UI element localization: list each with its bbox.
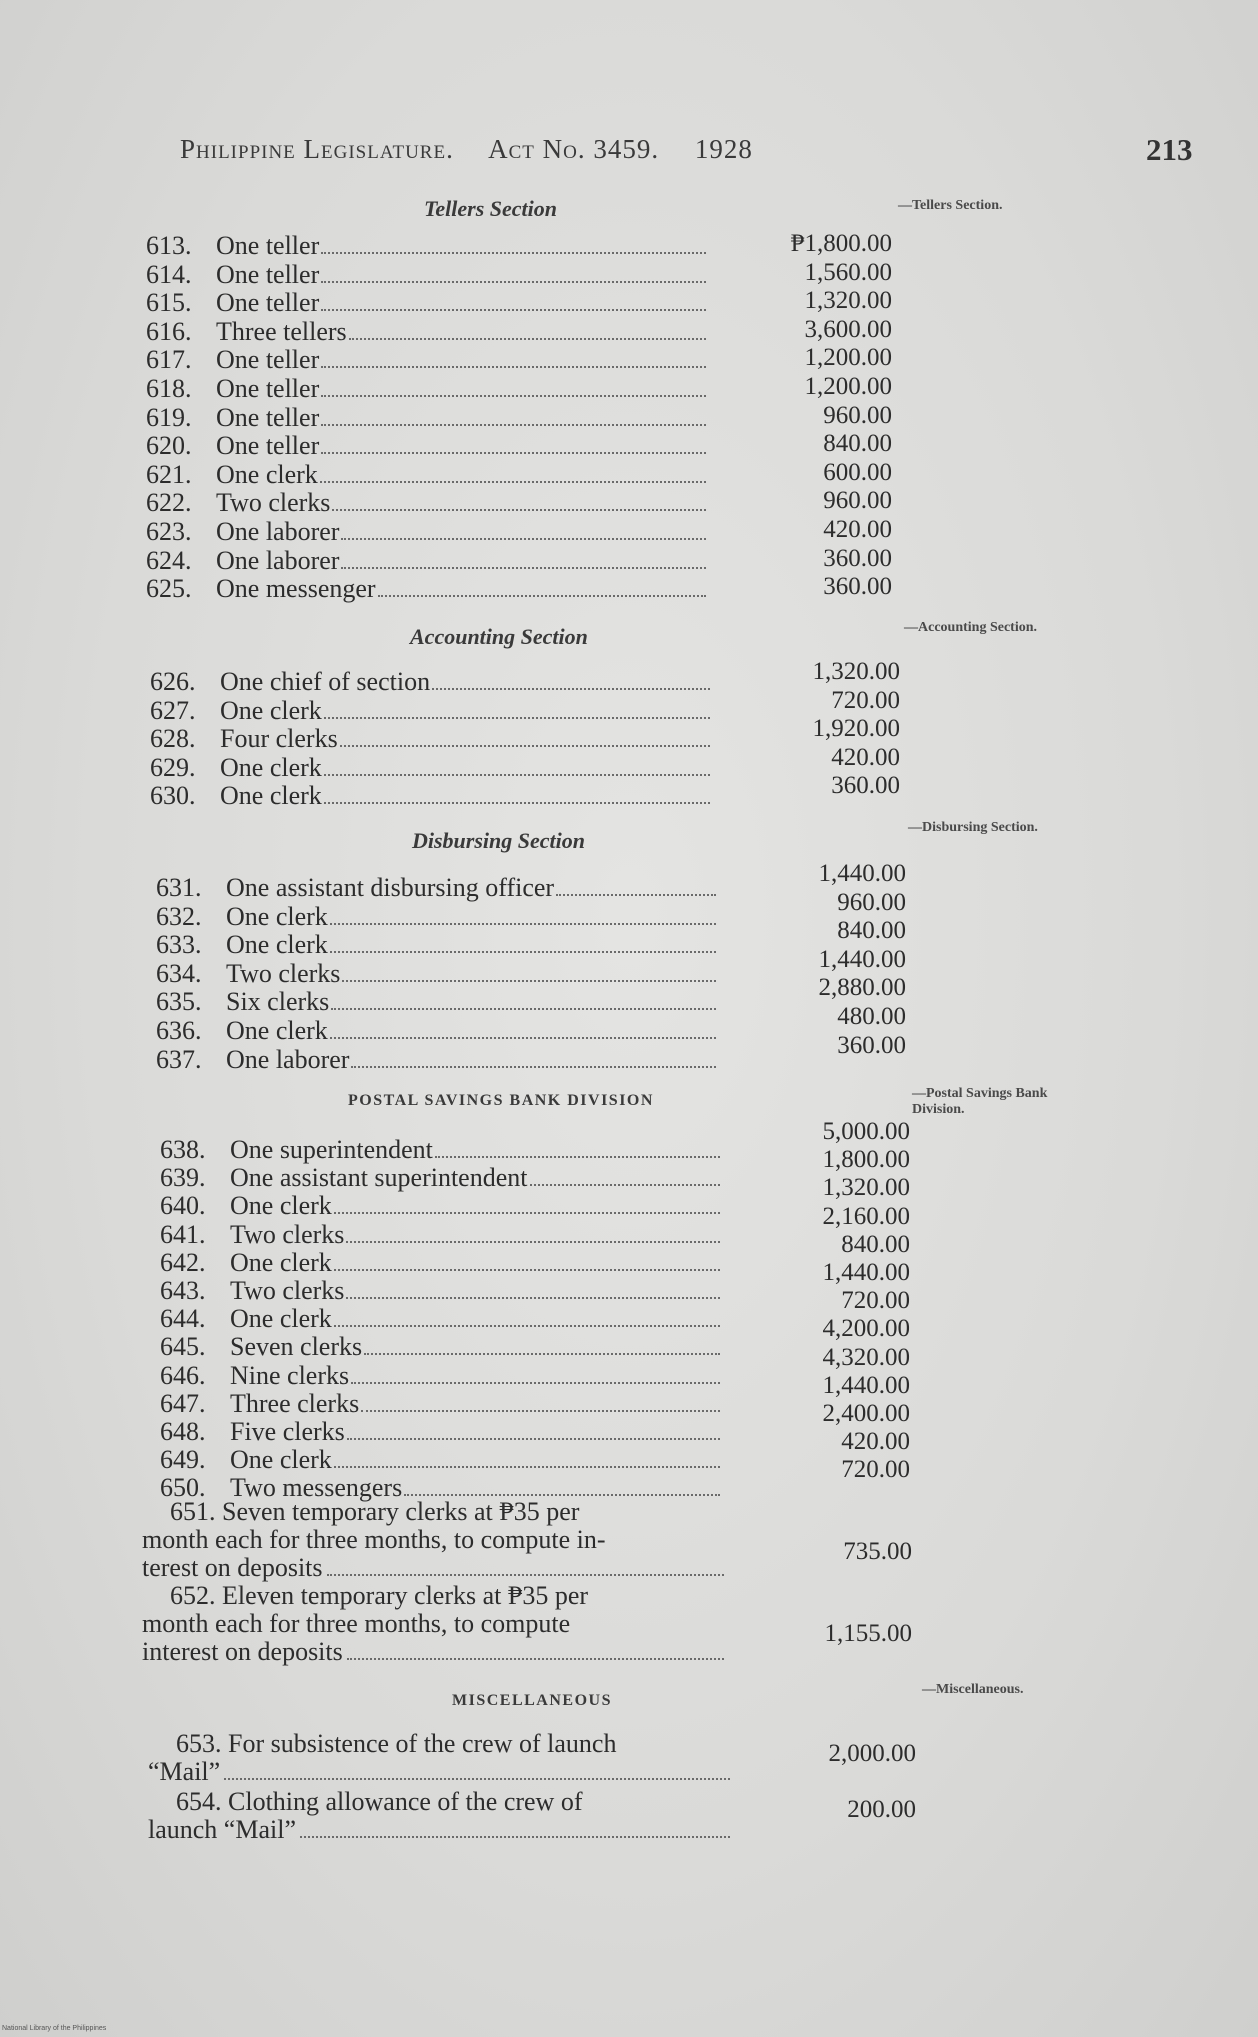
item-amount: 360.00 bbox=[823, 544, 892, 572]
item-number: 644. bbox=[160, 1304, 206, 1334]
page-number: 213 bbox=[1146, 132, 1193, 167]
item-amount: 1,320.00 bbox=[804, 287, 892, 315]
act-number: Act No. 3459. bbox=[488, 134, 660, 164]
item-description: One laborer bbox=[216, 545, 340, 575]
item-amount: 2,880.00 bbox=[818, 974, 906, 1002]
leader-dots bbox=[331, 1007, 716, 1010]
line-item bbox=[160, 1277, 722, 1305]
item-number: 631. bbox=[156, 873, 202, 902]
item-654 bbox=[148, 1788, 730, 1844]
line-item bbox=[146, 489, 708, 517]
line-item bbox=[160, 1446, 722, 1474]
line-item bbox=[160, 1221, 722, 1249]
leader-dots bbox=[321, 251, 706, 254]
leader-dots bbox=[330, 922, 716, 925]
leader-dots bbox=[224, 1777, 730, 1780]
postal-margin-note bbox=[912, 1086, 1047, 1118]
item-number: 645. bbox=[160, 1332, 206, 1362]
leader-dots bbox=[334, 1324, 720, 1327]
line-item bbox=[156, 960, 718, 988]
item-description: One clerk bbox=[220, 695, 322, 725]
item-amount: 600.00 bbox=[823, 458, 892, 486]
legislature-title: Philippine Legislature. bbox=[180, 134, 454, 164]
line-item bbox=[150, 754, 712, 782]
item-amount: 1,320.00 bbox=[822, 1174, 910, 1202]
footer-credit: National Library of the Philippines bbox=[2, 2025, 107, 2032]
item-amount: 4,320.00 bbox=[822, 1343, 910, 1371]
item-description: One assistant disbursing officer bbox=[226, 873, 555, 902]
line-item bbox=[160, 1362, 722, 1390]
leader-dots bbox=[330, 950, 716, 953]
item-amount: 1,200.00 bbox=[804, 344, 892, 372]
item-652-amount: 1,155.00 bbox=[824, 1620, 912, 1647]
item-number: 649. bbox=[160, 1445, 206, 1475]
line-item bbox=[146, 518, 708, 546]
item-652-line2: month each for three months, to compute bbox=[142, 1609, 571, 1638]
leader-dots bbox=[334, 1465, 720, 1468]
line-item bbox=[156, 988, 718, 1016]
item-651-amount: 735.00 bbox=[843, 1538, 912, 1565]
item-number: 633. bbox=[156, 930, 202, 960]
leader-dots bbox=[432, 687, 710, 690]
item-amount: 1,320.00 bbox=[812, 658, 900, 685]
leader-dots bbox=[435, 1155, 720, 1158]
item-653 bbox=[148, 1730, 730, 1786]
leader-dots bbox=[324, 773, 710, 776]
item-amount: 1,800.00 bbox=[822, 1146, 910, 1174]
item-amount: 420.00 bbox=[831, 743, 900, 771]
item-description: One clerk bbox=[226, 1016, 328, 1045]
accounting-margin-note: —Accounting Section. bbox=[904, 620, 1037, 635]
tellers-margin-note: —Tellers Section. bbox=[898, 198, 1003, 213]
item-amount: 1,920.00 bbox=[812, 715, 900, 743]
item-amount: 360.00 bbox=[837, 1031, 906, 1059]
leader-dots bbox=[324, 716, 710, 719]
line-item bbox=[160, 1136, 722, 1164]
item-amount: 4,200.00 bbox=[822, 1315, 910, 1343]
item-number: 616. bbox=[146, 316, 192, 346]
disbursing-section-title: Disbursing Section bbox=[412, 828, 585, 853]
item-description: One teller bbox=[216, 231, 320, 260]
item-653-amount: 2,000.00 bbox=[828, 1740, 916, 1767]
leader-dots bbox=[330, 1036, 716, 1039]
item-amount: 1,200.00 bbox=[804, 373, 892, 400]
item-description: One messenger bbox=[216, 574, 376, 604]
item-amount: 1,440.00 bbox=[818, 945, 906, 973]
item-description: Seven clerks bbox=[230, 1332, 363, 1362]
item-number: 638. bbox=[160, 1135, 206, 1164]
item-651-line3: terest on deposits bbox=[142, 1553, 323, 1582]
line-item bbox=[150, 668, 712, 696]
item-number: 615. bbox=[146, 288, 192, 318]
line-item bbox=[160, 1333, 722, 1361]
item-amount: 3,600.00 bbox=[804, 315, 892, 343]
line-item bbox=[160, 1418, 722, 1446]
accounting-section-title: Accounting Section bbox=[410, 624, 588, 649]
postal-margin-note-line2: Division. bbox=[912, 1102, 965, 1117]
leader-dots bbox=[300, 1835, 730, 1838]
item-amount: 960.00 bbox=[823, 487, 892, 515]
item-number: 628. bbox=[150, 724, 196, 754]
item-number: 632. bbox=[156, 901, 202, 931]
item-number: 618. bbox=[146, 374, 192, 403]
item-number: 627. bbox=[150, 695, 196, 725]
item-number: 620. bbox=[146, 431, 192, 461]
item-description: Three tellers bbox=[216, 316, 347, 346]
leader-dots bbox=[404, 1493, 720, 1496]
item-654-line1: 654. Clothing allowance of the crew of bbox=[176, 1787, 583, 1816]
item-description: One laborer bbox=[216, 517, 340, 546]
line-item bbox=[160, 1164, 722, 1192]
line-item bbox=[156, 903, 718, 931]
item-amount: 5,000.00 bbox=[822, 1118, 910, 1145]
leader-dots bbox=[324, 801, 710, 804]
line-item bbox=[160, 1305, 722, 1333]
item-number: 635. bbox=[156, 987, 202, 1017]
leader-dots bbox=[349, 337, 706, 340]
item-amount: 1,560.00 bbox=[804, 258, 892, 286]
item-amount: 720.00 bbox=[841, 1456, 910, 1484]
leader-dots bbox=[321, 308, 706, 311]
item-amount: ₱1,800.00 bbox=[790, 230, 892, 257]
item-amount: 1,440.00 bbox=[818, 860, 906, 887]
line-item bbox=[146, 318, 708, 346]
item-651-line2: month each for three months, to compute in- bbox=[142, 1525, 606, 1554]
item-number: 624. bbox=[146, 545, 192, 575]
line-item bbox=[156, 874, 718, 902]
item-description: One teller bbox=[216, 345, 320, 375]
line-item bbox=[156, 1046, 718, 1074]
line-item bbox=[160, 1249, 722, 1277]
item-description: One clerk bbox=[230, 1247, 332, 1277]
leader-dots bbox=[378, 594, 706, 597]
postal-margin-note-line1: —Postal Savings Bank bbox=[912, 1086, 1048, 1101]
item-number: 641. bbox=[160, 1219, 206, 1249]
item-amount: 420.00 bbox=[823, 516, 892, 543]
item-number: 646. bbox=[160, 1360, 206, 1390]
item-amount: 360.00 bbox=[831, 772, 900, 800]
item-number: 647. bbox=[160, 1388, 206, 1418]
item-amount: 960.00 bbox=[823, 401, 892, 429]
item-number: 617. bbox=[146, 345, 192, 375]
item-654-line2: launch “Mail” bbox=[148, 1815, 296, 1844]
item-description: One clerk bbox=[220, 752, 322, 782]
item-description: One teller bbox=[216, 402, 320, 432]
leader-dots bbox=[341, 566, 706, 569]
item-amount: 840.00 bbox=[841, 1230, 910, 1258]
leader-dots bbox=[321, 280, 706, 283]
item-number: 622. bbox=[146, 488, 192, 518]
item-description: One teller bbox=[216, 259, 320, 289]
item-number: 640. bbox=[160, 1191, 206, 1221]
line-item bbox=[146, 346, 708, 374]
line-item bbox=[146, 575, 708, 603]
item-number: 643. bbox=[160, 1276, 206, 1305]
leader-dots bbox=[321, 423, 706, 426]
item-number: 648. bbox=[160, 1417, 206, 1446]
leader-dots bbox=[334, 1268, 720, 1271]
line-item bbox=[146, 261, 708, 289]
leader-dots bbox=[361, 1409, 720, 1412]
line-item bbox=[146, 232, 708, 260]
item-number: 634. bbox=[156, 958, 202, 988]
item-description: Two clerks bbox=[216, 488, 331, 518]
item-description: One laborer bbox=[226, 1044, 350, 1074]
item-amount: 720.00 bbox=[831, 686, 900, 714]
leader-dots bbox=[364, 1352, 720, 1355]
item-number: 619. bbox=[146, 402, 192, 432]
item-description: One clerk bbox=[230, 1304, 332, 1334]
act-year: 1928 bbox=[694, 134, 753, 164]
item-amount: 360.00 bbox=[823, 573, 892, 601]
item-number: 636. bbox=[156, 1016, 202, 1045]
line-item bbox=[146, 289, 708, 317]
item-number: 637. bbox=[156, 1044, 202, 1074]
item-description: Two clerks bbox=[230, 1276, 345, 1305]
item-652 bbox=[142, 1582, 724, 1666]
item-description: Two clerks bbox=[230, 1219, 345, 1249]
item-653-line1: 653. For subsistence of the crew of launch bbox=[176, 1729, 617, 1758]
item-654-amount: 200.00 bbox=[847, 1796, 916, 1823]
item-description: Nine clerks bbox=[230, 1360, 350, 1390]
line-item bbox=[146, 432, 708, 460]
leader-dots bbox=[327, 1573, 724, 1576]
leader-dots bbox=[556, 893, 716, 896]
item-description: One chief of section bbox=[220, 667, 431, 696]
leader-dots bbox=[321, 365, 706, 368]
item-description: Two clerks bbox=[226, 958, 341, 988]
item-number: 626. bbox=[150, 667, 196, 696]
item-description: Five clerks bbox=[230, 1417, 345, 1446]
item-description: One assistant superintendent bbox=[230, 1163, 528, 1193]
item-number: 629. bbox=[150, 752, 196, 782]
line-item bbox=[146, 375, 708, 403]
item-number: 613. bbox=[146, 231, 192, 260]
leader-dots bbox=[346, 1296, 720, 1299]
running-head bbox=[180, 134, 781, 165]
line-item bbox=[156, 1017, 718, 1045]
line-item bbox=[146, 547, 708, 575]
item-number: 630. bbox=[150, 781, 196, 811]
item-description: One clerk bbox=[230, 1191, 332, 1221]
item-description: Six clerks bbox=[226, 987, 330, 1017]
item-651 bbox=[142, 1498, 724, 1582]
item-amount: 2,400.00 bbox=[822, 1400, 910, 1427]
item-amount: 1,440.00 bbox=[822, 1259, 910, 1286]
line-item bbox=[160, 1390, 722, 1418]
item-description: Four clerks bbox=[220, 724, 338, 754]
leader-dots bbox=[351, 1381, 720, 1384]
leader-dots bbox=[530, 1183, 721, 1186]
item-number: 614. bbox=[146, 259, 192, 289]
item-description: One clerk bbox=[230, 1445, 332, 1475]
leader-dots bbox=[340, 744, 710, 747]
item-description: Two messengers bbox=[230, 1473, 403, 1503]
tellers-section-title: Tellers Section bbox=[424, 196, 558, 221]
item-description: One clerk bbox=[216, 459, 318, 489]
line-item bbox=[146, 461, 708, 489]
misc-margin-note: —Miscellaneous. bbox=[922, 1682, 1024, 1697]
leader-dots bbox=[320, 480, 706, 483]
line-item bbox=[150, 782, 712, 810]
item-description: One clerk bbox=[226, 930, 328, 960]
item-number: 623. bbox=[146, 517, 192, 546]
line-item bbox=[150, 697, 712, 725]
item-number: 625. bbox=[146, 574, 192, 604]
item-amount: 840.00 bbox=[823, 430, 892, 458]
item-652-line1: 652. Eleven temporary clerks at ₱35 per bbox=[170, 1581, 589, 1610]
item-amount: 960.00 bbox=[837, 888, 906, 916]
line-item bbox=[146, 404, 708, 432]
item-amount: 2,160.00 bbox=[822, 1202, 910, 1230]
item-amount: 1,440.00 bbox=[822, 1371, 910, 1399]
item-description: One teller bbox=[216, 431, 320, 461]
item-amount: 420.00 bbox=[841, 1428, 910, 1456]
item-description: One teller bbox=[216, 288, 320, 318]
item-number: 642. bbox=[160, 1247, 206, 1277]
item-653-line2: “Mail” bbox=[148, 1757, 221, 1786]
leader-dots bbox=[341, 537, 706, 540]
item-description: One clerk bbox=[220, 781, 322, 811]
leader-dots bbox=[346, 1240, 720, 1243]
item-652-line3: interest on deposits bbox=[142, 1637, 343, 1666]
item-amount: 840.00 bbox=[837, 917, 906, 945]
item-description: One clerk bbox=[226, 901, 328, 931]
leader-dots bbox=[334, 1211, 720, 1214]
item-amount: 480.00 bbox=[837, 1003, 906, 1030]
line-item bbox=[160, 1192, 722, 1220]
leader-dots bbox=[342, 979, 716, 982]
item-description: Three clerks bbox=[230, 1388, 360, 1418]
item-651-line1: 651. Seven temporary clerks at ₱35 per bbox=[170, 1497, 580, 1526]
disbursing-margin-note: —Disbursing Section. bbox=[908, 820, 1038, 835]
item-amount: 720.00 bbox=[841, 1287, 910, 1315]
leader-dots bbox=[347, 1437, 720, 1440]
leader-dots bbox=[321, 394, 706, 397]
item-number: 639. bbox=[160, 1163, 206, 1193]
leader-dots bbox=[347, 1657, 724, 1660]
leader-dots bbox=[321, 451, 706, 454]
line-item bbox=[156, 931, 718, 959]
misc-division-title: MISCELLANEOUS bbox=[452, 1692, 612, 1709]
line-item bbox=[150, 725, 712, 753]
leader-dots bbox=[351, 1065, 716, 1068]
item-description: One superintendent bbox=[230, 1135, 433, 1164]
postal-division-title: POSTAL SAVINGS BANK DIVISION bbox=[348, 1092, 654, 1109]
item-description: One teller bbox=[216, 374, 320, 403]
item-number: 621. bbox=[146, 459, 192, 489]
item-number: 650. bbox=[160, 1473, 206, 1503]
leader-dots bbox=[332, 508, 706, 511]
